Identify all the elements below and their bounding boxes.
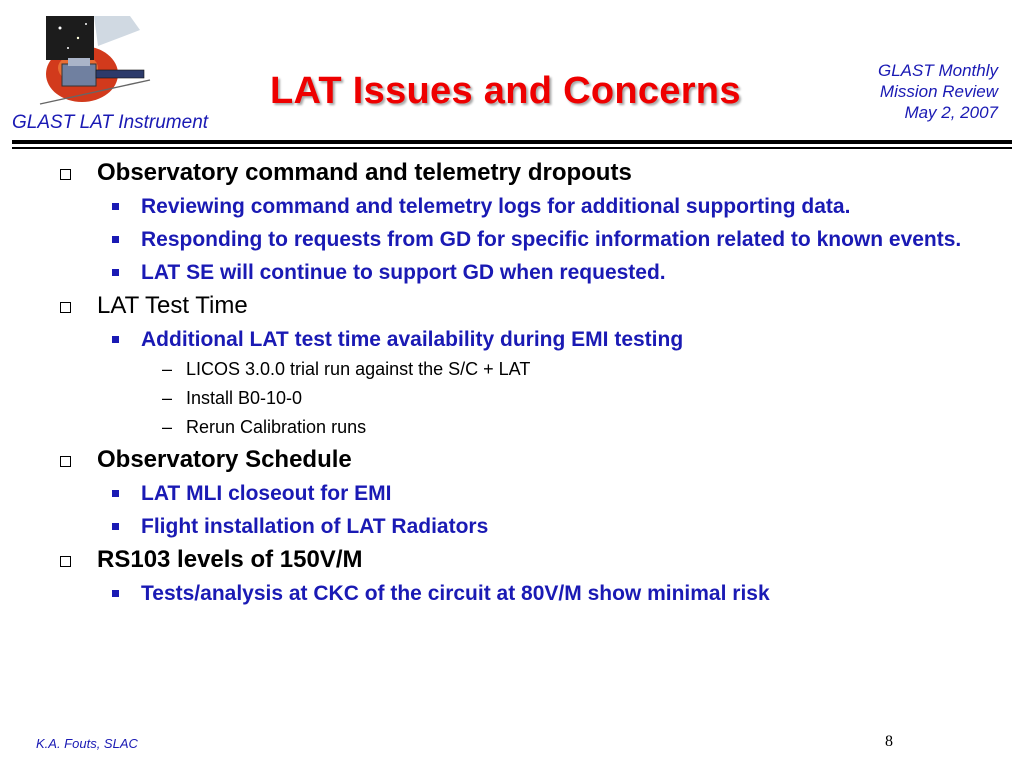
meeting-name-line1: GLAST Monthly [878, 61, 998, 80]
page-number: 8 [885, 733, 893, 750]
checkbox-bullet-icon [60, 556, 71, 567]
meeting-info [878, 60, 998, 123]
meeting-date: May 2, 2007 [904, 103, 998, 122]
bullet-item: LAT SE will continue to support GD when requested. [60, 258, 980, 287]
section-heading: Observatory command and telemetry dropouts [60, 158, 980, 188]
bullet-item: Additional LAT test time availability during EMI testing [60, 325, 980, 354]
dash-bullet-icon: – [162, 388, 173, 408]
sub-bullet-item: – Rerun Calibration runs [60, 414, 980, 441]
footer-author: K.A. Fouts, SLAC [36, 736, 138, 751]
header-divider-thin [12, 147, 1012, 149]
section-heading: RS103 levels of 150V/M [60, 545, 980, 575]
slide-content [60, 154, 980, 608]
square-bullet-icon [112, 269, 119, 276]
sub-bullet-item: – LICOS 3.0.0 trial run against the S/C + LAT [60, 356, 980, 383]
bullet-item: Responding to requests from GD for specific information related to known events. [60, 225, 980, 254]
checkbox-bullet-icon [60, 169, 71, 180]
slide-title: LAT Issues and Concerns [270, 70, 741, 112]
bullet-item: Reviewing command and telemetry logs for additional supporting data. [60, 192, 980, 221]
section-heading: LAT Test Time [60, 291, 980, 321]
square-bullet-icon [112, 236, 119, 243]
bullet-item: Flight installation of LAT Radiators [60, 512, 980, 541]
checkbox-bullet-icon [60, 456, 71, 467]
square-bullet-icon [112, 336, 119, 343]
checkbox-bullet-icon [60, 302, 71, 313]
square-bullet-icon [112, 523, 119, 530]
header-divider-thick [12, 140, 1012, 144]
sub-bullet-item: – Install B0-10-0 [60, 385, 980, 412]
organization-label: GLAST LAT Instrument [12, 112, 209, 133]
square-bullet-icon [112, 590, 119, 597]
dash-bullet-icon: – [162, 417, 173, 437]
meeting-name-line2: Mission Review [879, 82, 998, 101]
dash-bullet-icon: – [162, 359, 173, 379]
section-heading: Observatory Schedule [60, 445, 980, 475]
bullet-item: LAT MLI closeout for EMI [60, 479, 980, 508]
square-bullet-icon [112, 490, 119, 497]
square-bullet-icon [112, 203, 119, 210]
satellite-logo-icon [34, 12, 154, 108]
bullet-item: Tests/analysis at CKC of the circuit at 80V/M show minimal risk [60, 579, 980, 608]
